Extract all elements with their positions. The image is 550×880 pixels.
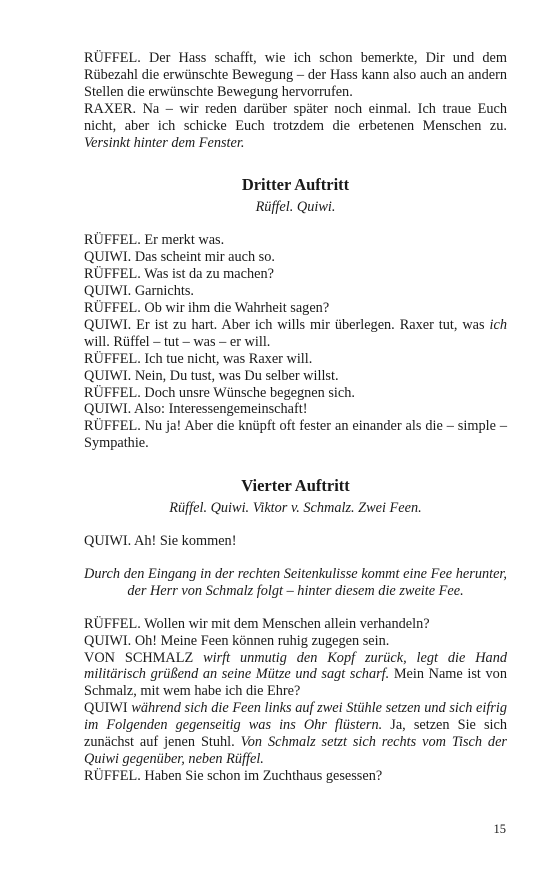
scene-title-vierter: Vierter Auftritt xyxy=(241,476,350,496)
dialogue-line: RÜFFEL. Doch unsre Wünsche begegnen sich. xyxy=(84,384,355,401)
spacer xyxy=(84,151,507,175)
spacer xyxy=(84,517,507,533)
scene-characters-dritter: Rüffel. Quiwi. xyxy=(255,199,336,216)
dialogue-line-quiwi-stuhl xyxy=(84,700,507,768)
dialogue-line: RÜFFEL. Wollen wir mit dem Menschen allein verhandeln? xyxy=(84,615,430,632)
speaker-name: VON SCHMALZ xyxy=(84,649,194,666)
emphasis: ich xyxy=(489,316,507,333)
spacer xyxy=(84,452,507,476)
dialogue-text: Mein Name ist von Schmalz, mit wem habe ich die Ehre? xyxy=(84,666,507,700)
stage-direction-entrance: Durch den Eingang in der rechten Seitenkulisse kommt eine Fee herunter, der Herr von Schmalz folgt – hinter diesem die zweite Fee. xyxy=(84,565,507,599)
page-body xyxy=(84,50,507,785)
dialogue-line: RÜFFEL. Er merkt was. xyxy=(84,232,225,249)
dialogue-line: QUIWI. Also: Interessengemeinschaft! xyxy=(84,401,308,418)
spacer xyxy=(84,216,507,232)
stage-direction: Von Schmalz setzt sich rechts vom Tisch der Quiwi gegenüber, neben Rüffel. xyxy=(84,734,507,767)
dialogue-line: RÜFFEL. Was ist da zu machen? xyxy=(84,266,274,283)
stage-direction: Versinkt hinter dem Fenster. xyxy=(84,134,245,151)
spacer xyxy=(84,600,507,616)
dialogue-line: QUIWI. Nein, Du tust, was Du selber willst. xyxy=(84,367,339,384)
dialogue-line: RÜFFEL. Ich tue nicht, was Raxer will. xyxy=(84,350,313,367)
dialogue-text: QUIWI. Er ist zu hart. Aber ich wills mir überlegen. Raxer tut, was xyxy=(84,316,485,333)
stage-direction: wirft unmutig den Kopf zurück, legt die Hand militärisch grüßend an seine Mütze und sagt scharf. xyxy=(84,649,507,683)
dialogue-line: RÜFFEL. Haben Sie schon im Zuchthaus gesessen? xyxy=(84,767,383,784)
dialogue-line: QUIWI. Ah! Sie kommen! xyxy=(84,533,237,550)
dialogue-line: QUIWI. Oh! Meine Feen können ruhig zugegen sein. xyxy=(84,632,390,649)
dialogue-line-quiwi-hart xyxy=(84,317,507,351)
speech-raxer-text: RAXER. Na – wir reden darüber später noch einmal. Ich traue Euch nicht, aber ich schicke Euch trotzdem die erbetenen Menschen zu. xyxy=(84,100,507,134)
dialogue-line: RÜFFEL. Ob wir ihm die Wahrheit sagen? xyxy=(84,299,330,316)
speech-raxer xyxy=(84,101,507,152)
dialogue-text: will. Rüffel – tut – was – er will. xyxy=(84,333,271,350)
speech-rueffel-hass: RÜFFEL. Der Hass schafft, wie ich schon bemerkte, Dir und dem Rübezahl die erwünschte Bewegung – der Hass kann also auch an andern Stellen die erwünschte Bewegung hervorrufen. xyxy=(84,50,507,100)
stage-direction: während sich die Feen links auf zwei Stühle setzen und sich eifrig im Folgenden gegenseitig was ins Ohr flüstern. xyxy=(84,700,507,734)
dialogue-line: QUIWI. Garnichts. xyxy=(84,283,194,300)
page-number: 15 xyxy=(493,822,506,836)
spacer xyxy=(84,550,507,566)
speaker-name: QUIWI xyxy=(84,700,128,717)
dialogue-line-rueffel-sympathie: RÜFFEL. Nu ja! Aber die knüpft oft fester an einander als die – simple – Sympathie. xyxy=(84,418,507,452)
scene-characters-vierter: Rüffel. Quiwi. Viktor v. Schmalz. Zwei Feen. xyxy=(169,500,422,517)
dialogue-line-schmalz xyxy=(84,650,507,701)
dialogue-text: Ja, setzen Sie sich zunächst auf jenen Stuhl. xyxy=(84,717,507,751)
dialogue-line: QUIWI. Das scheint mir auch so. xyxy=(84,249,275,266)
scene-title-dritter: Dritter Auftritt xyxy=(241,175,350,195)
